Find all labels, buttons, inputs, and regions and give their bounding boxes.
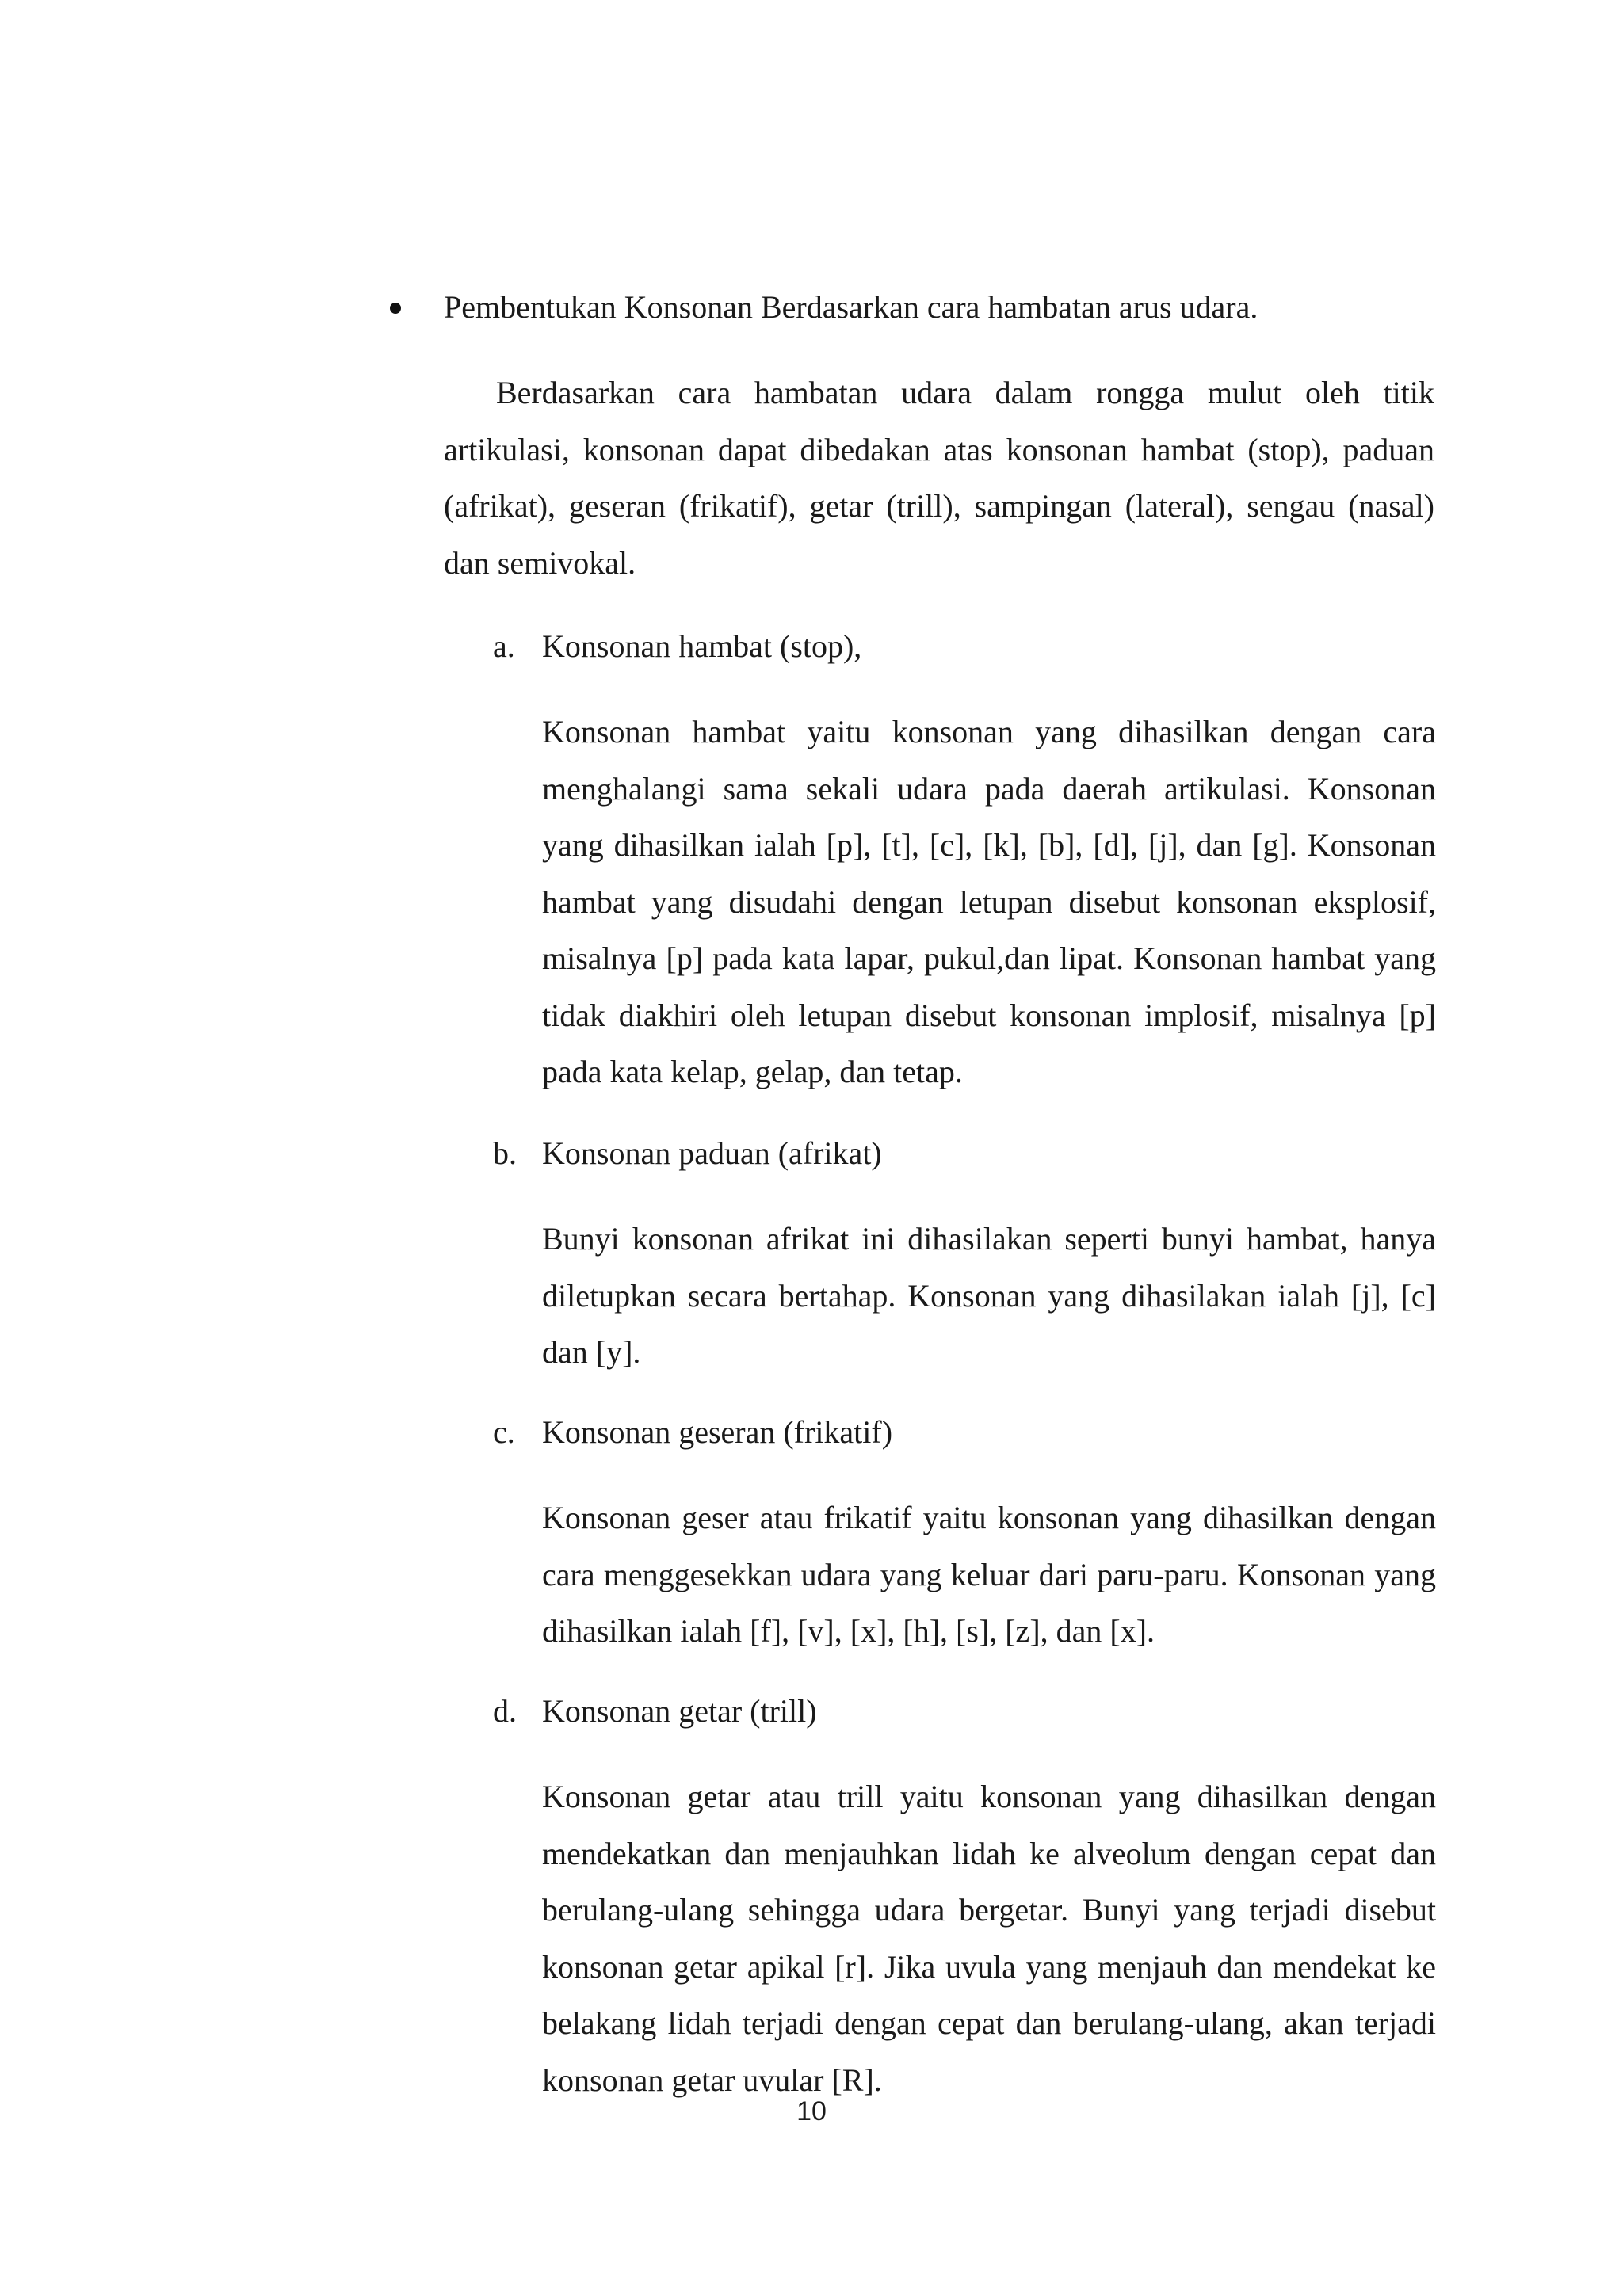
list-item-letter: a. [493,628,515,664]
list-item-title: Konsonan getar (trill) [542,1693,817,1729]
list-item-letter: b. [493,1135,517,1171]
bullet-icon [390,303,401,314]
list-item-body: Bunyi konsonan afrikat ini dihasilakan seperti bunyi hambat, hanya diletupkan secara bertahap. Konsonan yang dihasilakan ialah [j], [c] dan [y]. [542,1221,1436,1370]
list-item-body: Konsonan hambat yaitu konsonan yang dihasilkan dengan cara menghalangi sama sekali udara pada daerah artikulasi. Konsonan yang dihasilkan ialah [p], [t], [c], [k], [b], [d], [j], dan [g]. Konsonan hambat yang disudahi dengan letupan disebut konsonan eksplosif, misalnya [p] pada kata lapar, pukul,dan lipat. Konsonan hambat yang tidak diakhiri oleh letupan disebut konsonan implosif, misalnya [p] pada kata kelap, gelap, dan tetap. [542,714,1436,1089]
list-item-body: Konsonan geser atau frikatif yaitu konsonan yang dihasilkan dengan cara menggesekkan udara yang keluar dari paru-paru. Konsonan yang dihasilkan ialah [f], [v], [x], [h], [s], [z], dan [x]. [542,1500,1436,1649]
section-heading-text: Pembentukan Konsonan Berdasarkan cara hambatan arus udara. [444,289,1258,325]
list-item-title: Konsonan hambat (stop), [542,628,862,664]
page-number: 10 [796,2096,827,2126]
list-item-letter: d. [493,1693,517,1729]
list-item-title: Konsonan geseran (frikatif) [542,1414,893,1450]
list-item-letter: c. [493,1414,515,1450]
intro-paragraph: Berdasarkan cara hambatan udara dalam rongga mulut oleh titik artikulasi, konsonan dapat dibedakan atas konsonan hambat (stop), paduan (afrikat), geseran (frikatif), getar (trill), sampingan (lateral), sengau (nasal) dan semivokal. [444,375,1434,581]
list-item-body: Konsonan getar atau trill yaitu konsonan yang dihasilkan dengan mendekatkan dan menjauhkan lidah ke alveolum dengan cepat dan berulang-ulang sehingga udara bergetar. Bunyi yang terjadi disebut konsonan getar apikal [r]. Jika uvula yang menjauh dan mendekat ke belakang lidah terjadi dengan cepat dan berulang-ulang, akan terjadi konsonan getar uvular [R]. [542,1779,1436,2098]
list-item-title: Konsonan paduan (afrikat) [542,1135,882,1171]
